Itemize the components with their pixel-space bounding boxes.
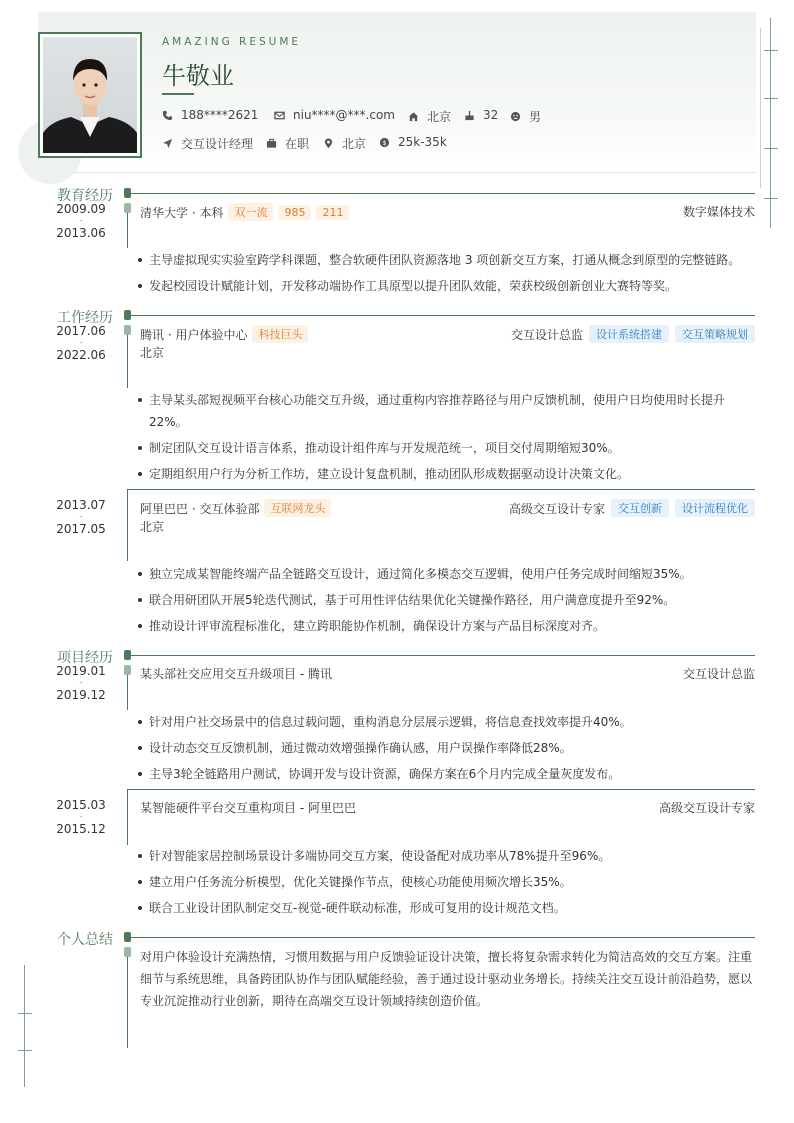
bullet-dot — [138, 624, 142, 628]
salary-info — [379, 135, 447, 149]
date-separator: - — [79, 338, 83, 348]
section-marker — [124, 188, 131, 198]
bullet-text: 制定团队交互设计语言体系，推动设计组件库与开发规范统一，项目交付周期缩短30%。 — [149, 441, 620, 455]
bullet-text: 针对智能家居控制场景设计多端协同交互方案，使设备配对成功率从78%提升至96%。 — [149, 849, 611, 863]
phone-info — [162, 108, 258, 122]
send-icon — [162, 138, 173, 149]
city-info — [408, 108, 451, 125]
bullet-dot — [138, 854, 142, 858]
date-separator: - — [79, 812, 83, 822]
bullet-text: 发起校园设计赋能计划，开发移动端协作工具原型以提升团队效能，荣获校级创新创业大赛特等奖。 — [149, 279, 678, 293]
bullet-dot — [138, 880, 142, 884]
role-text: 交互设计总监 — [682, 667, 755, 681]
bullet-text: 主导某头部短视频平台核心功能交互升级，通过重构内容推荐路径与用户反馈机制，使用户日均使用时长提升 — [149, 393, 726, 407]
bullet-text: 建立用户任务流分析模型，优化关键操作节点，使核心功能使用频次增长35%。 — [149, 875, 572, 889]
list-item — [149, 615, 749, 637]
gender-icon — [510, 111, 521, 122]
work-role — [455, 325, 755, 343]
company-name: 阿里巴巴 · 交互体验部 — [140, 501, 260, 516]
list-item — [149, 897, 749, 919]
bullet-dot — [138, 598, 142, 602]
work-company — [140, 499, 331, 517]
phone-icon — [162, 110, 173, 121]
skill-tag: 交互策略规划 — [675, 325, 755, 343]
entry-marker — [124, 325, 131, 335]
skill-tag: 设计流程优化 — [675, 499, 755, 517]
bullet-text: 联合工业设计团队制定交互-视觉-硬件联动标准，形成可复用的设计规范文档。 — [149, 901, 566, 915]
end-date: 2017.05 — [56, 522, 106, 536]
start-date: 2015.03 — [56, 798, 106, 812]
city-text: 北京 — [427, 110, 452, 124]
bullet-dot — [138, 472, 142, 476]
list-item — [149, 389, 749, 433]
salary-text: 25k-35k — [398, 135, 447, 149]
section-marker — [124, 932, 131, 942]
section-title-work: 工作经历 — [57, 310, 113, 326]
section-title-summary: 个人总结 — [57, 932, 113, 948]
bullet-dot — [138, 906, 142, 910]
left-decor-tick — [18, 1013, 32, 1014]
section-rule — [131, 315, 755, 316]
start-date: 2013.07 — [56, 498, 106, 512]
name-underline — [162, 93, 194, 95]
end-date: 2019.12 — [56, 688, 106, 702]
list-item — [149, 711, 749, 733]
company-tag: 科技巨头 — [252, 325, 308, 343]
tag-badge: 双一流 — [228, 203, 273, 221]
bullet-text: 联合用研团队开展5轮迭代测试，基于可用性评估结果优化关键操作路径，用户满意度提升至92%。 — [149, 593, 676, 607]
right-decor-tick — [764, 50, 778, 51]
position-info — [162, 135, 253, 152]
gender-info — [510, 108, 541, 125]
home-icon — [408, 111, 419, 122]
status-info — [266, 135, 309, 152]
project-dates — [53, 664, 109, 702]
mail-icon — [274, 110, 285, 121]
gender-text: 男 — [529, 110, 542, 124]
project-dates — [53, 798, 109, 836]
timeline-line — [127, 213, 128, 248]
project-name: 某头部社交应用交互升级项目 - 腾讯 — [140, 667, 332, 681]
list-item — [149, 463, 749, 485]
timeline-line — [127, 675, 128, 710]
briefcase-icon — [266, 138, 277, 149]
bullet-dot — [138, 572, 142, 576]
bullet-text: 主导3轮全链路用户测试，协调开发与设计资源，确保方案在6个月内完成全量灰度发布。 — [149, 767, 621, 781]
resume-tagline: AMAZING RESUME — [162, 36, 302, 48]
list-item — [149, 763, 749, 785]
entry-marker — [124, 665, 131, 675]
phone-text: 188****2621 — [181, 108, 259, 122]
entry-marker — [124, 203, 131, 213]
right-decor-tick — [764, 198, 778, 199]
section-rule — [131, 937, 755, 938]
left-decor-line — [24, 965, 25, 1087]
list-item — [149, 871, 749, 893]
timeline-line — [127, 957, 128, 1048]
section-title-education: 教育经历 — [57, 188, 113, 204]
person-portrait — [43, 37, 137, 153]
status-text: 在职 — [285, 137, 310, 151]
age-info — [464, 108, 498, 122]
work-dates — [53, 324, 109, 362]
svg-text:$: $ — [382, 138, 387, 147]
start-date: 2017.06 — [56, 324, 106, 338]
skill-tag: 交互创新 — [611, 499, 669, 517]
end-date: 2022.06 — [56, 348, 106, 362]
work-location: 北京 — [140, 346, 165, 360]
company-name: 腾讯 · 用户体验中心 — [140, 327, 248, 342]
work-company — [140, 325, 308, 343]
money-icon — [379, 137, 390, 148]
bullet-dot — [138, 398, 142, 402]
section-rule — [131, 193, 755, 194]
right-decor-tick — [764, 98, 778, 99]
education-major — [560, 203, 755, 220]
list-item — [149, 249, 749, 271]
section-marker — [124, 650, 131, 660]
role-text: 高级交互设计专家 — [658, 801, 755, 815]
bullet-text: 推动设计评审流程标准化，建立跨职能协作机制，确保设计方案与产品目标深度对齐。 — [149, 619, 606, 633]
work-dates — [53, 498, 109, 536]
right-decor-tick — [764, 148, 778, 149]
bullet-text: 针对用户社交场景中的信息过载问题，重构消息分层展示逻辑，将信息查找效率提升40%。 — [149, 715, 632, 729]
school-name: 清华大学 · 本科 — [140, 205, 224, 220]
entry-rule — [127, 789, 755, 790]
cake-icon — [464, 110, 475, 121]
candidate-name: 牛敬业 — [162, 62, 234, 90]
bullet-text: 设计动态交互反馈机制，通过微动效增强操作确认感，用户误操作率降低28%。 — [149, 741, 572, 755]
timeline-line — [127, 489, 128, 561]
email-info — [274, 108, 395, 122]
location-icon — [323, 138, 334, 149]
tag-badge: 211 — [316, 205, 349, 220]
intent-city-text: 北京 — [342, 137, 367, 151]
end-date: 2013.06 — [56, 226, 106, 240]
project-role — [555, 799, 755, 816]
profile-photo — [38, 32, 142, 158]
company-tag: 互联网龙头 — [264, 499, 331, 517]
position-text: 交互设计经理 — [181, 137, 254, 151]
avatar — [43, 37, 137, 153]
tag-badge: 985 — [278, 205, 311, 220]
date-separator: - — [79, 216, 83, 226]
date-separator: - — [79, 678, 83, 688]
intent-city-info — [323, 135, 366, 152]
project-name: 某智能硬件平台交互重构项目 - 阿里巴巴 — [140, 801, 356, 815]
list-item — [149, 737, 749, 759]
bullet-dot — [138, 258, 142, 262]
role-text: 交互设计总监 — [510, 327, 583, 342]
bullet-text: 独立完成某智能终端产品全链路交互设计，通过简化多模态交互逻辑，使用户任务完成时间缩短35%。 — [149, 567, 692, 581]
start-date: 2009.09 — [56, 202, 106, 216]
list-item — [149, 845, 749, 867]
bullet-dot — [138, 720, 142, 724]
major-text: 数字媒体技术 — [682, 205, 755, 219]
header-divider — [38, 172, 756, 173]
summary-text: 对用户体验设计充满热情，习惯用数据与用户反馈验证设计决策，擅长将复杂需求转化为简洁高效的交互方案。注重细节与系统思维，具备跨团队协作与团队赋能经验，善于通过设计驱动业务增长。持续关注交互设计前沿趋势，愿以专业沉淀推动行业创新，期待在高端交互设计领域持续创造价值。 — [140, 950, 753, 1008]
email-text: niu****@***.com — [293, 108, 395, 122]
role-text: 高级交互设计专家 — [508, 501, 605, 516]
section-marker — [124, 310, 131, 320]
list-item — [149, 589, 749, 611]
entry-marker — [124, 947, 131, 957]
bullet-dot — [138, 284, 142, 288]
work-location: 北京 — [140, 520, 165, 534]
list-item — [149, 275, 749, 297]
end-date: 2015.12 — [56, 822, 106, 836]
bullet-dot — [138, 746, 142, 750]
right-decor-line-light — [760, 28, 761, 188]
bullet-text: 定期组织用户行为分析工作坊，建立设计复盘机制，推动团队形成数据驱动设计决策文化。 — [149, 467, 630, 481]
timeline-line — [127, 335, 128, 388]
timeline-line — [127, 789, 128, 845]
section-title-project: 项目经历 — [57, 650, 113, 666]
bullet-text: 主导虚拟现实实验室跨学科课题，整合软硬件团队资源落地 3 项创新交互方案，打通从概念到原型的完整链路。 — [149, 253, 741, 267]
age-text: 32 — [483, 108, 499, 122]
list-item — [149, 563, 749, 585]
work-role — [455, 499, 755, 517]
bullet-text-continued: 22%。 — [149, 415, 188, 429]
bullet-dot — [138, 446, 142, 450]
left-decor-tick — [18, 1050, 32, 1051]
section-rule — [131, 655, 755, 656]
education-dates — [53, 202, 109, 240]
bullet-dot — [138, 772, 142, 776]
entry-rule — [127, 489, 755, 490]
date-separator: - — [79, 512, 83, 522]
project-role — [555, 665, 755, 682]
skill-tag: 设计系统搭建 — [589, 325, 669, 343]
education-school — [140, 203, 349, 221]
start-date: 2019.01 — [56, 664, 106, 678]
list-item — [149, 437, 749, 459]
